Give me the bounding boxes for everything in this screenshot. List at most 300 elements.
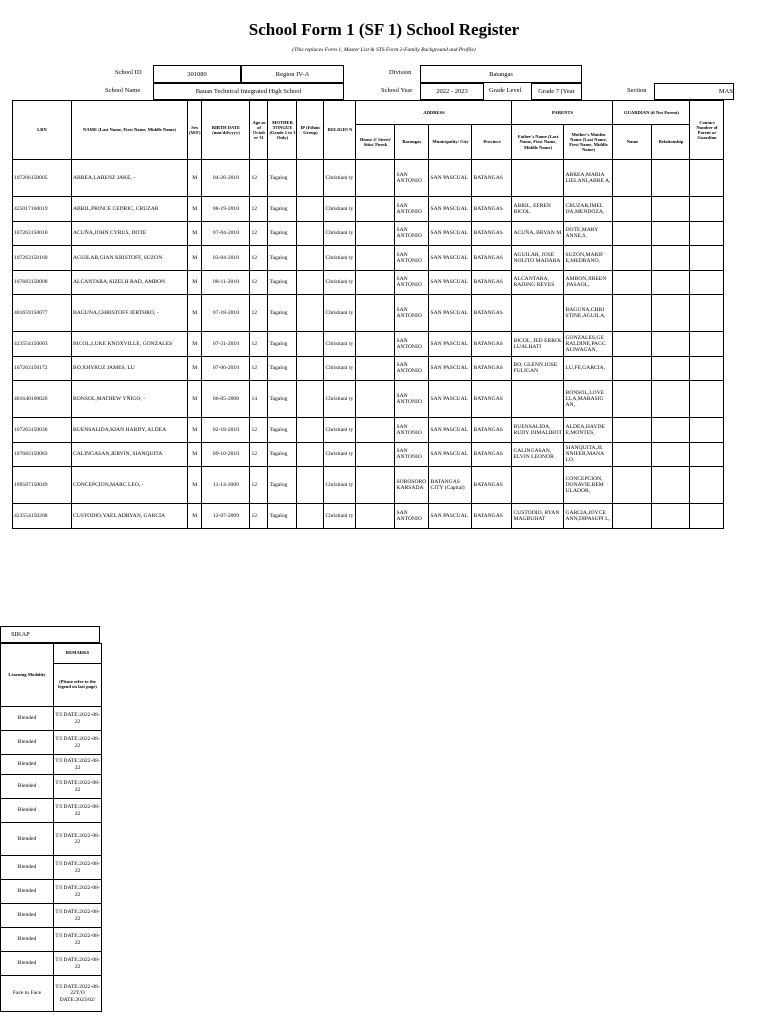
relationship-cell	[652, 221, 690, 246]
name-cell: CUSTODIO,YAEL ADRYAN, GARCIA	[72, 504, 188, 529]
name-cell: ABRIL,PRINCE CEDRIC, CRUZAR	[72, 197, 188, 222]
province-header: Province	[472, 125, 512, 160]
mother-tongue-cell: Tagalog	[268, 418, 297, 443]
birth-date-cell: 04-26-2010	[202, 160, 250, 197]
religion-cell: Christiani ty	[324, 356, 356, 381]
mother-tongue-cell: Tagalog	[268, 295, 297, 332]
sex-cell: M	[188, 270, 202, 295]
religion-cell: Christiani ty	[324, 270, 356, 295]
relationship-header: Relationship	[652, 125, 690, 160]
modality-cell: Blended	[1, 707, 54, 731]
sex-cell: M	[188, 160, 202, 197]
municipality-cell: SAN PASCUAL	[429, 418, 472, 443]
relationship-cell	[652, 467, 690, 504]
house-cell	[356, 504, 395, 529]
mother-cell: CRUZAR,IMEL DA,MENDOZA,	[564, 197, 613, 222]
guardian-name-cell	[613, 246, 652, 271]
sex-cell: M	[188, 356, 202, 381]
age-cell: 14	[250, 381, 268, 418]
lrn-cell: 107263150036	[13, 418, 72, 443]
address-header: ADDRESS	[356, 101, 512, 125]
father-cell: ALCANTARA, RADING REYES	[512, 270, 564, 295]
guardian-name-cell	[613, 295, 652, 332]
contact-cell	[690, 467, 724, 504]
province-cell: BATANGAS	[472, 381, 512, 418]
birth-date-cell: 06-05-2008	[202, 381, 250, 418]
mother-tongue-cell: Tagalog	[268, 221, 297, 246]
remark-row	[1, 928, 102, 952]
remark-cell: T/I DATE:2022-08-22	[54, 823, 102, 856]
remark-rows	[1, 707, 102, 1012]
relationship-cell	[652, 197, 690, 222]
municipality-cell: SAN PASCUAL	[429, 442, 472, 467]
name-cell: ACUÑA,JOHN CYRUS, DOTE	[72, 221, 188, 246]
grade-level-field: Grade 7 (Year	[531, 83, 582, 100]
contact-cell	[690, 504, 724, 529]
contact-cell	[690, 295, 724, 332]
table-row	[13, 160, 724, 197]
remark-row	[1, 823, 102, 856]
remark-row	[1, 799, 102, 823]
modality-cell: Blended	[1, 731, 54, 755]
guardian-name-cell	[613, 356, 652, 381]
mother-tongue-cell: Tagalog	[268, 246, 297, 271]
ip-header: IP (Ethnic Group)	[297, 101, 324, 160]
ip-cell	[297, 442, 324, 467]
age-cell: 12	[250, 467, 268, 504]
guardian-name-cell	[613, 418, 652, 443]
sex-cell: M	[188, 197, 202, 222]
house-cell	[356, 160, 395, 197]
section-label: Section	[627, 87, 647, 94]
father-cell: BUENSALIDA, RUDY DIMALIBOT	[512, 418, 564, 443]
barangay-cell: SAN ANTONIO	[395, 160, 429, 197]
school-id-label: School ID	[115, 69, 142, 76]
barangay-cell: SAN ANTONIO	[395, 418, 429, 443]
age-cell: 12	[250, 270, 268, 295]
contact-cell	[690, 381, 724, 418]
guardian-name-cell	[613, 381, 652, 418]
age-cell: 12	[250, 442, 268, 467]
ip-cell	[297, 295, 324, 332]
guardian-name-cell	[613, 332, 652, 357]
province-cell: BATANGAS	[472, 504, 512, 529]
relationship-cell	[652, 295, 690, 332]
province-cell: BATANGAS	[472, 246, 512, 271]
sex-cell: M	[188, 295, 202, 332]
birth-date-cell: 07-18-2010	[202, 295, 250, 332]
parents-header: PARENTS	[512, 101, 613, 125]
barangay-cell: SAN ANTONIO	[395, 197, 429, 222]
name-cell: ALCANTARA,AIZELH RAD, AMBON	[72, 270, 188, 295]
contact-cell	[690, 160, 724, 197]
municipality-cell: SAN PASCUAL	[429, 332, 472, 357]
mother-cell: AMBON,JIREEN ,PASAOL,	[564, 270, 613, 295]
house-header: House #/ Street/ Sitio/ Purok	[356, 125, 395, 160]
age-cell: 12	[250, 197, 268, 222]
mother-cell: GONZALES,GE RALDINE,PAGC ALIWAGAN,	[564, 332, 613, 357]
relationship-cell	[652, 332, 690, 357]
table-row	[13, 295, 724, 332]
school-name-label: School Name	[105, 87, 141, 94]
guardian-header: GUARDIAN (if Not Parent)	[613, 101, 690, 125]
mother-tongue-cell: Tagalog	[268, 467, 297, 504]
birth-date-cell: 07-06-2010	[202, 356, 250, 381]
relationship-cell	[652, 418, 690, 443]
relationship-cell	[652, 381, 690, 418]
lrn-cell: 423554150003	[13, 332, 72, 357]
name-cell: BUENSALIDA,KIAN HARDY, ALDEA	[72, 418, 188, 443]
municipality-cell: SAN PASCUAL	[429, 504, 472, 529]
remarks-table	[0, 643, 102, 1012]
relationship-cell	[652, 356, 690, 381]
ip-cell	[297, 467, 324, 504]
modality-cell: Blended	[1, 928, 54, 952]
house-cell	[356, 332, 395, 357]
remark-row	[1, 755, 102, 775]
table-row	[13, 442, 724, 467]
legend-note: (Please refer to the legend on last page)	[54, 664, 102, 707]
relationship-cell	[652, 504, 690, 529]
student-rows	[13, 160, 724, 529]
name-cell: BAGUNA,CHRISTOFF JERTHRO, -	[72, 295, 188, 332]
contact-cell	[690, 221, 724, 246]
modality-cell: Face to Face	[1, 976, 54, 1012]
house-cell	[356, 221, 395, 246]
birth-date-cell: 12-07-2009	[202, 504, 250, 529]
table-row	[13, 332, 724, 357]
remark-row	[1, 775, 102, 799]
mother-cell: BAGUNA,CHRI STINE,AGUILA,	[564, 295, 613, 332]
remark-cell: T/I DATE:2022-08-22	[54, 755, 102, 775]
mother-cell: SIANQUITA,JE NNIFER,MANA LO,	[564, 442, 613, 467]
barangay-cell: SAN ANTONIO	[395, 442, 429, 467]
remark-row	[1, 880, 102, 904]
province-cell: BATANGAS	[472, 467, 512, 504]
remark-cell: T/I DATE:2022-08-22	[54, 880, 102, 904]
municipality-cell: SAN PASCUAL	[429, 381, 472, 418]
province-cell: BATANGAS	[472, 270, 512, 295]
father-cell	[512, 160, 564, 197]
barangay-cell: SAN ANTONIO	[395, 332, 429, 357]
remark-row	[1, 707, 102, 731]
guardian-name-cell	[613, 504, 652, 529]
sex-cell: M	[188, 442, 202, 467]
mother-tongue-header: MOTHER TONGUE (Grade 1 to 3 Only)	[268, 101, 297, 160]
modality-cell: Blended	[1, 775, 54, 799]
father-cell	[512, 381, 564, 418]
remark-row	[1, 976, 102, 1012]
lrn-cell: 107683150083	[13, 442, 72, 467]
remark-row	[1, 952, 102, 976]
grade-level-label: Grade Level	[489, 87, 522, 94]
table-row	[13, 381, 724, 418]
contact-cell	[690, 197, 724, 222]
sex-cell: M	[188, 504, 202, 529]
province-cell: BATANGAS	[472, 197, 512, 222]
religion-cell: Christiani ty	[324, 332, 356, 357]
house-cell	[356, 197, 395, 222]
lrn-cell: 107263150160	[13, 246, 72, 271]
municipality-cell: SAN PASCUAL	[429, 221, 472, 246]
mother-tongue-cell: Tagalog	[268, 270, 297, 295]
mother-cell: ALDEA,HAYDE E,MONTES,	[564, 418, 613, 443]
name-cell: BO,XHYRUZ JAMES, LU	[72, 356, 188, 381]
modality-cell: Blended	[1, 904, 54, 928]
religion-cell: Christiani ty	[324, 221, 356, 246]
sex-cell: M	[188, 381, 202, 418]
lrn-cell: 107263150172	[13, 356, 72, 381]
religion-cell: Christiani ty	[324, 467, 356, 504]
house-cell	[356, 442, 395, 467]
mother-tongue-cell: Tagalog	[268, 381, 297, 418]
barangay-cell: SAN ANTONIO	[395, 270, 429, 295]
ip-cell	[297, 381, 324, 418]
house-cell	[356, 295, 395, 332]
name-cell: CALINGASAN,JERVIN, SIANQUITA	[72, 442, 188, 467]
modality-cell: Blended	[1, 799, 54, 823]
sex-header: Sex (M/F)	[188, 101, 202, 160]
modality-cell: Blended	[1, 952, 54, 976]
remark-cell: T/I DATE:2022-08-22	[54, 799, 102, 823]
birth-date-cell: 11-14-2009	[202, 467, 250, 504]
guardian-name-cell	[613, 270, 652, 295]
lrn-cell: 109587150049	[13, 467, 72, 504]
region-field: Region IV-A	[241, 65, 344, 83]
lrn-cell: 107263150010	[13, 221, 72, 246]
name-cell: CONCEPCION,MARC LEO, -	[72, 467, 188, 504]
register-table	[12, 100, 724, 529]
modality-cell: Blended	[1, 856, 54, 880]
religion-cell: Christiani ty	[324, 246, 356, 271]
relationship-cell	[652, 160, 690, 197]
ip-cell	[297, 246, 324, 271]
barangay-cell: SAN ANTONIO	[395, 381, 429, 418]
municipality-cell: SAN PASCUAL	[429, 160, 472, 197]
religion-cell: Christiani ty	[324, 418, 356, 443]
father-header: Father's Name (Last Name, First Name, Middle Name)	[512, 125, 564, 160]
school-year-field: 2022 - 2023	[420, 83, 484, 100]
division-field: Batangas	[420, 65, 582, 83]
birth-date-cell: 09-10-2010	[202, 442, 250, 467]
modality-cell: Blended	[1, 755, 54, 775]
contact-cell	[690, 418, 724, 443]
ip-cell	[297, 197, 324, 222]
guardian-name-cell	[613, 221, 652, 246]
father-cell: ABRIL, EFREN BICOL	[512, 197, 564, 222]
remark-cell: T/I DATE:2022-08-22	[54, 904, 102, 928]
ip-cell	[297, 356, 324, 381]
birth-date-cell: 07-31-2010	[202, 332, 250, 357]
contact-header: Contact Number of Parent or Guardian	[690, 101, 724, 160]
relationship-cell	[652, 246, 690, 271]
barangay-cell: SAN ANTONIO	[395, 246, 429, 271]
province-cell: BATANGAS	[472, 356, 512, 381]
municipality-cell: SAN PASCUAL	[429, 197, 472, 222]
name-header: NAME (Last Name, First Name, Middle Name)	[72, 101, 188, 160]
municipality-cell: SAN PASCUAL	[429, 295, 472, 332]
remark-cell: T/I DATE:2022-08-22	[54, 928, 102, 952]
school-year-label: School Year	[381, 87, 413, 94]
table-row	[13, 197, 724, 222]
relationship-cell	[652, 442, 690, 467]
page-subtitle: (This replaces Form 1, Master List & STS Form 2-Family Background and Profile)	[292, 47, 476, 53]
sex-cell: M	[188, 332, 202, 357]
barangay-cell: SAN ANTONIO	[395, 221, 429, 246]
religion-cell: Christiani ty	[324, 442, 356, 467]
name-cell: BICOL,LUKE KNOXVILLE, GONZALES	[72, 332, 188, 357]
age-cell: 12	[250, 418, 268, 443]
age-cell: 12	[250, 221, 268, 246]
father-cell: CALINGASAN, ELVIN LEONOR	[512, 442, 564, 467]
modality-cell: Blended	[1, 880, 54, 904]
name-cell: BONSOL,MATHEW YÑIGO, -	[72, 381, 188, 418]
lrn-cell: 401659150077	[13, 295, 72, 332]
municipality-header: Municipality/ City	[429, 125, 472, 160]
father-cell	[512, 295, 564, 332]
remark-row	[1, 856, 102, 880]
barangay-cell: SAN ANTONIO	[395, 504, 429, 529]
mother-tongue-cell: Tagalog	[268, 332, 297, 357]
remark-row	[1, 904, 102, 928]
lrn-cell: 401640160026	[13, 381, 72, 418]
contact-cell	[690, 442, 724, 467]
birth-date-cell: 02-18-2010	[202, 418, 250, 443]
house-cell	[356, 467, 395, 504]
guardian-name-cell	[613, 467, 652, 504]
religion-header: RELIGIO N	[324, 101, 356, 160]
birth-date-cell: 08-19-2010	[202, 197, 250, 222]
lrn-cell: 425017160019	[13, 197, 72, 222]
barangay-header: Barangay	[395, 125, 429, 160]
lrn-cell: 107683150008	[13, 270, 72, 295]
name-cell: AGUILAR,GIAN KRISTOFF, SUZON	[72, 246, 188, 271]
municipality-cell: SAN PASCUAL	[429, 356, 472, 381]
remark-cell: T/I DATE:2022-08-22	[54, 731, 102, 755]
father-cell	[512, 467, 564, 504]
municipality-cell: SAN PASCUAL	[429, 246, 472, 271]
division-label: Division	[389, 69, 412, 76]
remark-cell: T/I DATE:2022-08-22	[54, 856, 102, 880]
remark-row	[1, 731, 102, 755]
mother-cell: LU,FE,GARCIA,	[564, 356, 613, 381]
house-cell	[356, 381, 395, 418]
guardian-name-cell	[613, 442, 652, 467]
lrn-cell: 423554150208	[13, 504, 72, 529]
sikap-label: SIKAP	[0, 626, 100, 643]
remark-cell: T/I DATE:2022-08-22	[54, 952, 102, 976]
learning-modality-header: Learning Modality	[1, 644, 54, 707]
birth-date-cell: 08-11-2010	[202, 270, 250, 295]
remark-cell: T/I DATE:2022-08-22	[54, 707, 102, 731]
age-cell: 12	[250, 246, 268, 271]
lrn-header: LRN	[13, 101, 72, 160]
province-cell: BATANGAS	[472, 160, 512, 197]
contact-cell	[690, 246, 724, 271]
school-id-field: 301080	[153, 65, 241, 83]
age-cell: 12	[250, 504, 268, 529]
religion-cell: Christiani ty	[324, 197, 356, 222]
mother-tongue-cell: Tagalog	[268, 197, 297, 222]
contact-cell	[690, 270, 724, 295]
house-cell	[356, 270, 395, 295]
ip-cell	[297, 270, 324, 295]
province-cell: BATANGAS	[472, 418, 512, 443]
mother-tongue-cell: Tagalog	[268, 160, 297, 197]
page-title: School Form 1 (SF 1) School Register	[248, 20, 520, 39]
father-cell: AGUILAR, JOSE NOLITO MADARA	[512, 246, 564, 271]
guardian-name-cell	[613, 197, 652, 222]
sex-cell: M	[188, 418, 202, 443]
province-cell: BATANGAS	[472, 332, 512, 357]
ip-cell	[297, 332, 324, 357]
ip-cell	[297, 504, 324, 529]
table-row	[13, 418, 724, 443]
contact-cell	[690, 332, 724, 357]
mother-tongue-cell: Tagalog	[268, 356, 297, 381]
school-name-field: Bauan Technical Integrated High School	[153, 83, 344, 100]
lrn-cell: 107266150005	[13, 160, 72, 197]
table-row	[13, 270, 724, 295]
religion-cell: Christiani ty	[324, 504, 356, 529]
municipality-cell: SAN PASCUAL	[429, 270, 472, 295]
table-row	[13, 246, 724, 271]
table-row	[13, 221, 724, 246]
ip-cell	[297, 160, 324, 197]
sex-cell: M	[188, 246, 202, 271]
section-field: MAS	[654, 83, 734, 100]
province-cell: BATANGAS	[472, 442, 512, 467]
guardian-name-cell	[613, 160, 652, 197]
remark-cell: T/I DATE:2022-08-22T/O DATE:2023/02/	[54, 976, 102, 1012]
ip-cell	[297, 418, 324, 443]
religion-cell: Christiani ty	[324, 160, 356, 197]
name-cell: ABREA,LARENZ JAKE, -	[72, 160, 188, 197]
father-cell: BO, GLENN JOSE FULIGAN	[512, 356, 564, 381]
house-cell	[356, 418, 395, 443]
father-cell: ACUÑA, BRYAN M	[512, 221, 564, 246]
province-cell: BATANGAS	[472, 221, 512, 246]
mother-cell: GARCIA,JOYCE ANN,DIPASUPI L,	[564, 504, 613, 529]
table-row	[13, 467, 724, 504]
guardian-name-header: Name	[613, 125, 652, 160]
father-cell: BICOL, JED ERROL LUALHATI	[512, 332, 564, 357]
province-cell: BATANGAS	[472, 295, 512, 332]
ip-cell	[297, 221, 324, 246]
house-cell	[356, 246, 395, 271]
age-cell: 12	[250, 356, 268, 381]
mother-cell: BONSOL,LOVE LLA,MARASIG AN,	[564, 381, 613, 418]
sex-cell: M	[188, 221, 202, 246]
father-cell: CUSTODIO, RYAN MAGBUHAT	[512, 504, 564, 529]
contact-cell	[690, 356, 724, 381]
mother-cell: ABREA,MARIA LIELANI,ABRE A,	[564, 160, 613, 197]
birth-date-cell: 03-04-2010	[202, 246, 250, 271]
birth-date-cell: 07-04-2010	[202, 221, 250, 246]
religion-cell: Christiani ty	[324, 381, 356, 418]
municipality-cell: BATANGAS CITY (Capital)	[429, 467, 472, 504]
birth-date-header: BIRTH DATE (mm/dd/yyyy)	[202, 101, 250, 160]
mother-header: Mother's Maiden Name (Last Name, First Name, Middle Name)	[564, 125, 613, 160]
mother-tongue-cell: Tagalog	[268, 504, 297, 529]
barangay-cell: SOROSORO KARSADA	[395, 467, 429, 504]
sex-cell: M	[188, 467, 202, 504]
age-cell: 12	[250, 295, 268, 332]
mother-cell: DOTE,MARY ANNE,S,	[564, 221, 613, 246]
barangay-cell: SAN ANTONIO	[395, 356, 429, 381]
house-cell	[356, 356, 395, 381]
remark-cell: T/I DATE:2022-08-22	[54, 775, 102, 799]
